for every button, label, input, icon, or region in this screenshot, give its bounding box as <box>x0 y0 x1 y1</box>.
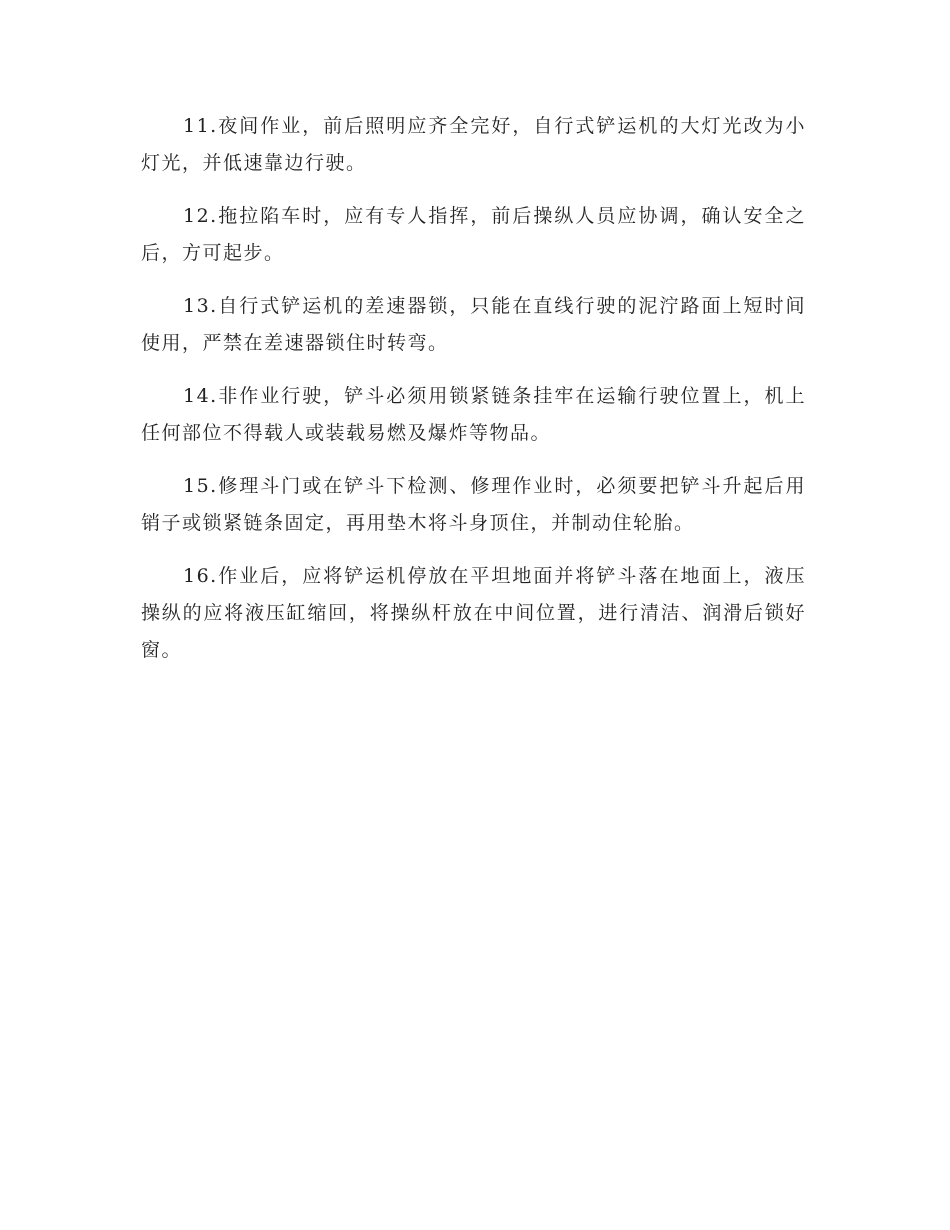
paragraph-12: 12.拖拉陷车时，应有专人指挥，前后操纵人员应协调，确认安全之后，方可起步。 <box>141 205 806 264</box>
paragraph-15: 15.修理斗门或在铲斗下检测、修理作业时，必须要把铲斗升起后用销子或锁紧链条固定，再用垫木将斗身顶住，并制动住轮胎。 <box>141 475 806 534</box>
paragraph-16: 16.作业后，应将铲运机停放在平坦地面并将铲斗落在地面上，液压操纵的应将液压缸缩回，将操纵杆放在中间位置，进行清洁、润滑后锁好窗。 <box>141 565 806 661</box>
paragraph-13: 13.自行式铲运机的差速器锁，只能在直线行驶的泥泞路面上短时间使用，严禁在差速器锁住时转弯。 <box>141 295 806 354</box>
paragraph-14: 14.非作业行驶，铲斗必须用锁紧链条挂牢在运输行驶位置上，机上任何部位不得载人或装载易燃及爆炸等物品。 <box>141 385 806 444</box>
paragraph-11: 11.夜间作业，前后照明应齐全完好，自行式铲运机的大灯光改为小灯光，并低速靠边行驶。 <box>141 115 806 174</box>
document-body <box>141 108 806 685</box>
